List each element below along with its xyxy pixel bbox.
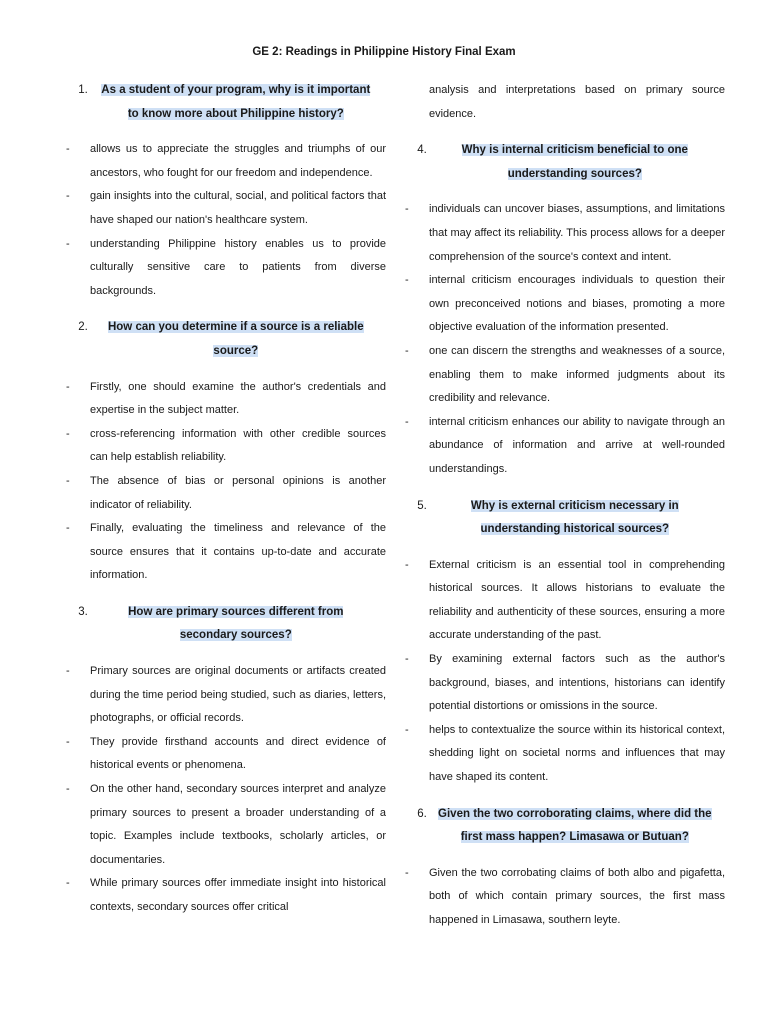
answer-list	[405, 554, 725, 790]
answer-text: Given the two corrobating claims of both albo and pigafetta, both of which contain primary sources, the first mass happened in Limasawa, southern leyte.	[429, 866, 725, 926]
page-title: GE 2: Readings in Philippine History Final Exam	[252, 46, 516, 58]
list-item: - allows us to appreciate the struggles and triumphs of our ancestors, who fought for our freedom and independence.	[66, 143, 386, 179]
question-number: 3.	[78, 605, 88, 618]
answer-text: individuals can uncover biases, assumptions, and limitations that may affect its reliability. This process allows for a deeper comprehension of the source's context and intent.	[429, 203, 725, 263]
list-item: - By examining external factors such as the author's background, biases, and intentions, historians can identify potential distortions or omissions in the source.	[405, 653, 725, 713]
answer-text: While primary sources offer immediate insight into historical contexts, secondary sources offer critical	[90, 877, 386, 913]
answer-text: Primary sources are original documents or artifacts created during the time period being studied, such as diaries, letters, photographs, or official records.	[90, 665, 386, 725]
question-text: Why is internal criticism beneficial to one understanding sources?	[461, 144, 688, 180]
question-text: How are primary sources different from secondary sources?	[128, 605, 344, 642]
answer-text: one can discern the strengths and weaknesses of a source, enabling them to make informed judgments about its credibility and relevance.	[429, 344, 725, 405]
list-item: - helps to contextualize the source within its historical context, shedding light on societal norms and influences that may have shaped its content.	[405, 723, 725, 784]
question-heading	[405, 803, 725, 850]
question-number: 6.	[417, 807, 427, 820]
answer-text: internal criticism enhances our ability to navigate through an abundance of information and arrive at well-rounded understandings.	[429, 415, 725, 475]
question-number: 2.	[78, 321, 88, 334]
question-heading	[66, 601, 386, 648]
list-item: - They provide firsthand accounts and direct evidence of historical events or phenomena.	[66, 735, 386, 772]
answer-text: On the other hand, secondary sources interpret and analyze primary sources to present a broader understanding of a topic. Examples include textbooks, scholarly articles, or documentaries.	[90, 783, 386, 866]
list-item: - cross-referencing information with other credible sources can help establish reliability.	[66, 427, 386, 464]
list-item: - internal criticism encourages individuals to question their own preconceived notions and biases, promoting a more objective evaluation of the information presented.	[405, 274, 725, 334]
answer-text: understanding Philippine history enables us to provide culturally sensitive care to patients from diverse backgrounds.	[90, 237, 386, 297]
list-item: - Firstly, one should examine the author's credentials and expertise in the subject matter.	[66, 380, 386, 417]
left-column	[66, 79, 386, 933]
answer-text: cross-referencing information with other credible sources can help establish reliability.	[90, 427, 386, 464]
answer-text: Finally, evaluating the timeliness and relevance of the source ensures that it contains up-to-date and accurate information.	[90, 522, 386, 582]
right-column	[405, 79, 725, 946]
answer-list	[405, 198, 725, 481]
answer-text: By examining external factors such as the author's background, biases, and intentions, historians can identify potential distortions or omissions in the source.	[429, 653, 725, 713]
list-item: - The absence of bias or personal opinions is another indicator of reliability.	[66, 474, 386, 511]
question-heading	[405, 495, 725, 542]
question-text: Given the two corroborating claims, where did the first mass happen? Limasawa or Butuan?	[438, 807, 712, 844]
answer-text: helps to contextualize the source within its historical context, shedding light on societal norms and influences that may have shaped its content.	[429, 723, 725, 784]
list-item: - On the other hand, secondary sources interpret and analyze primary sources to present a broader understanding of a topic. Examples include textbooks, scholarly articles, or documentaries.	[66, 783, 386, 866]
list-item: - individuals can uncover biases, assumptions, and limitations that may affect its reliability. This process allows for a deeper comprehension of the source's context and intent.	[405, 203, 725, 263]
list-item: - Finally, evaluating the timeliness and relevance of the source ensures that it contains up-to-date and accurate information.	[66, 522, 386, 582]
question-text: How can you determine if a source is a reliable source?	[107, 321, 364, 357]
list-item: - Given the two corrobating claims of both albo and pigafetta, both of which contain primary sources, the first mass happened in Limasawa, southern leyte.	[405, 866, 725, 926]
list-item: - External criticism is an essential tool in comprehending historical sources. It allows historians to evaluate the reliability and authenticity of these sources, ensuring a more accurate understanding of the past.	[405, 558, 725, 642]
continuation-text: analysis and interpretations based on primary source evidence.	[429, 84, 725, 120]
question-heading	[66, 79, 386, 126]
question-text: As a student of your program, why is it important to know more about Philippine history?	[101, 84, 371, 120]
question-number: 5.	[417, 499, 427, 512]
list-item: - While primary sources offer immediate insight into historical contexts, secondary sources offer critical	[66, 877, 386, 913]
answer-text: The absence of bias or personal opinions is another indicator of reliability.	[90, 474, 386, 511]
answer-text: allows us to appreciate the struggles and triumphs of our ancestors, who fought for our freedom and independence.	[90, 143, 386, 179]
question-text: Why is external criticism necessary in understanding historical sources?	[470, 499, 679, 536]
question-number: 4.	[417, 144, 427, 157]
answer-text: Firstly, one should examine the author's credentials and expertise in the subject matter.	[90, 380, 386, 417]
answer-text: They provide firsthand accounts and direct evidence of historical events or phenomena.	[90, 735, 386, 772]
list-item: - internal criticism enhances our ability to navigate through an abundance of information and arrive at well-rounded understandings.	[405, 415, 725, 475]
question-heading	[66, 316, 386, 363]
answer-text: External criticism is an essential tool in comprehending historical sources. It allows historians to evaluate the reliability and authenticity of these sources, ensuring a more accurate understanding of the past.	[429, 558, 725, 642]
answer-list	[405, 862, 725, 933]
answer-list	[66, 660, 386, 920]
list-item: - understanding Philippine history enables us to provide culturally sensitive care to patients from diverse backgrounds.	[66, 237, 386, 297]
answer-list	[66, 376, 386, 588]
answer-list	[66, 138, 386, 303]
list-item: - gain insights into the cultural, social, and political factors that have shaped our nation's healthcare system.	[66, 190, 386, 226]
answer-text: gain insights into the cultural, social, and political factors that have shaped our nation's healthcare system.	[90, 190, 386, 226]
question-number: 1.	[78, 84, 88, 96]
list-item: - one can discern the strengths and weaknesses of a source, enabling them to make informed judgments about its credibility and relevance.	[405, 344, 725, 405]
question-heading	[405, 139, 725, 186]
answer-text: internal criticism encourages individuals to question their own preconceived notions and biases, promoting a more objective evaluation of the information presented.	[429, 274, 725, 334]
list-item: - Primary sources are original documents or artifacts created during the time period being studied, such as diaries, letters, photographs, or official records.	[66, 665, 386, 725]
